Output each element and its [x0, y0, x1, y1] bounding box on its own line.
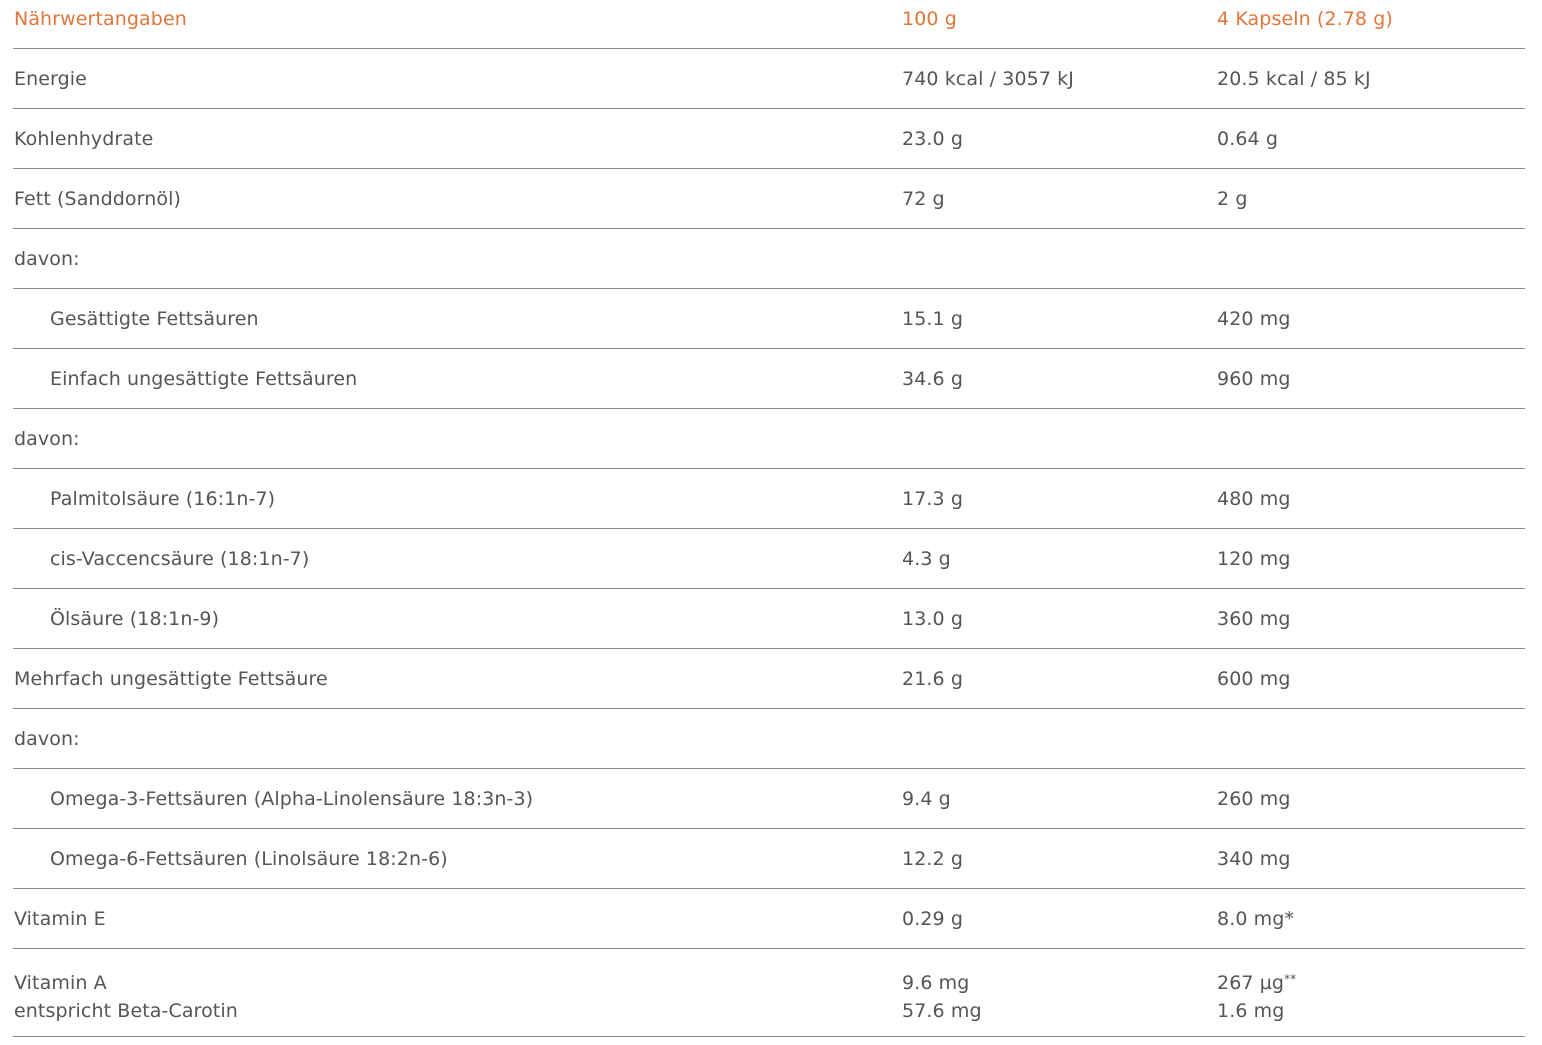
footnote-marker: *: [1284, 908, 1295, 930]
row-label: Energie: [14, 68, 87, 90]
row-label: Palmitolsäure (16:1n-7): [50, 488, 276, 510]
row-label: Omega-3-Fettsäuren (Alpha-Linolensäure 18:3n-3): [50, 788, 534, 810]
row-value-capsules: [1217, 889, 1294, 929]
row-label: Ölsäure (18:1n-9): [50, 608, 220, 630]
row-value-capsules: 420 mg: [1217, 308, 1291, 330]
row-value-capsules: 0.64 g: [1217, 128, 1279, 150]
row-value-capsules-secondary: 1.6 mg: [1217, 1000, 1285, 1022]
row-value-100g: 12.2 g: [902, 848, 964, 870]
table-row-gesaettigte: [13, 289, 1525, 349]
row-label-group: [14, 949, 238, 1025]
table-row-oelsaeure: [13, 589, 1525, 649]
row-value-100g-secondary: 57.6 mg: [902, 1000, 982, 1022]
table-row-mehrfach-ungesaettigte: [13, 649, 1525, 709]
row-value-capsules: 960 mg: [1217, 368, 1291, 390]
row-sublabel: entspricht Beta-Carotin: [14, 1000, 238, 1022]
row-value-capsules: 2 g: [1217, 188, 1248, 210]
header-per-4-capsules: 4 Kapseln (2.78 g): [1217, 8, 1393, 30]
row-value-capsules: [1217, 969, 1296, 997]
table-row-davon: [13, 409, 1525, 469]
row-value-100g: 9.4 g: [902, 788, 951, 810]
table-row-cis-vaccencsaeure: [13, 529, 1525, 589]
table-row-omega-3: [13, 769, 1525, 829]
row-label: Mehrfach ungesättigte Fettsäure: [14, 668, 328, 690]
table-row-davon: [13, 709, 1525, 769]
row-label: cis-Vaccencsäure (18:1n-7): [50, 548, 310, 570]
row-value-capsules-group: [1217, 949, 1296, 1025]
row-value-100g: 34.6 g: [902, 368, 964, 390]
header-per-100g: 100 g: [902, 8, 957, 30]
row-value-100g: 740 kcal / 3057 kJ: [902, 68, 1074, 90]
row-value-100g: 13.0 g: [902, 608, 964, 630]
table-row-palmitolsaeure: [13, 469, 1525, 529]
row-value-capsules: 20.5 kcal / 85 kJ: [1217, 68, 1371, 90]
row-value-100g: 23.0 g: [902, 128, 964, 150]
footnote-marker: **: [1284, 972, 1297, 986]
table-header: [13, 0, 1525, 49]
nutrition-table: [13, 0, 1525, 1037]
row-value-100g: 9.6 mg: [902, 972, 970, 994]
row-value-capsules: 120 mg: [1217, 548, 1291, 570]
table-row-vitamin-a: [13, 949, 1525, 1037]
table-row-fett: [13, 169, 1525, 229]
row-label: Einfach ungesättigte Fettsäuren: [50, 368, 358, 390]
table-row-vitamin-e: [13, 889, 1525, 949]
row-label: Fett (Sanddornöl): [14, 188, 181, 210]
row-value-capsules: 340 mg: [1217, 848, 1291, 870]
row-label: Omega-6-Fettsäuren (Linolsäure 18:2n-6): [50, 848, 448, 870]
header-nutrition-label: Nährwertangaben: [14, 8, 187, 30]
row-value-capsules: 260 mg: [1217, 788, 1291, 810]
row-label: davon:: [14, 728, 80, 750]
table-row-kohlenhydrate: [13, 109, 1525, 169]
row-value-100g: 72 g: [902, 188, 945, 210]
row-label: Vitamin E: [14, 908, 106, 930]
row-value-100g: 21.6 g: [902, 668, 964, 690]
row-value-100g: 15.1 g: [902, 308, 964, 330]
value-text: 8.0 mg: [1217, 908, 1285, 930]
row-label: Gesättigte Fettsäuren: [50, 308, 259, 330]
table-row-omega-6: [13, 829, 1525, 889]
row-label: Vitamin A: [14, 972, 107, 994]
row-label: Kohlenhydrate: [14, 128, 154, 150]
table-row-energie: [13, 49, 1525, 109]
row-value-100g-group: [902, 949, 982, 1025]
row-value-100g: 0.29 g: [902, 908, 964, 930]
row-value-100g: 4.3 g: [902, 548, 951, 570]
row-value-capsules: 600 mg: [1217, 668, 1291, 690]
row-value-capsules: 360 mg: [1217, 608, 1291, 630]
row-value-100g: 17.3 g: [902, 488, 964, 510]
row-value-capsules: 480 mg: [1217, 488, 1291, 510]
row-label: davon:: [14, 428, 80, 450]
table-row-einfach-ungesaettigte: [13, 349, 1525, 409]
row-label: davon:: [14, 248, 80, 270]
table-row-davon: [13, 229, 1525, 289]
value-text: 267 µg: [1217, 972, 1285, 994]
